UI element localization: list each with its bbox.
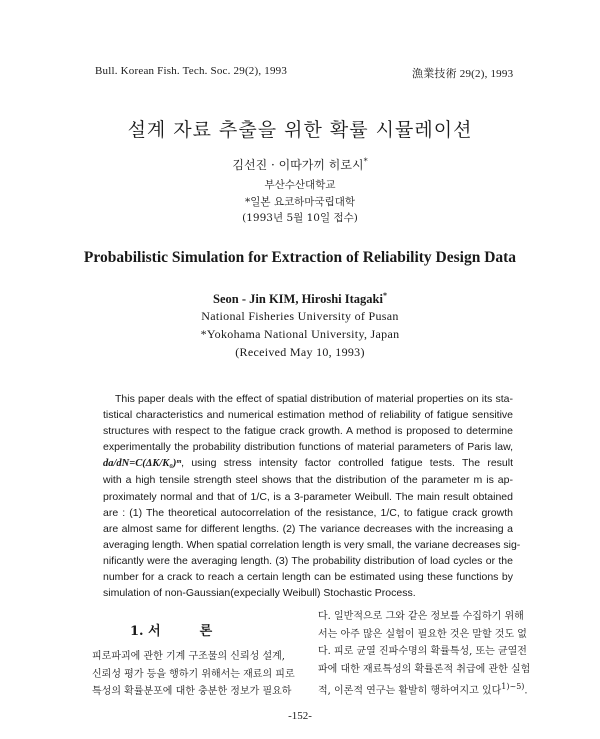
abstract-line: with a high tensile strength steel shows that the distribution of the parameter m is ap- [103, 474, 513, 487]
abstract-line: are : (1) The theoretical autocorrelation of the resistance, 1/C, to fatigue crack growth [103, 506, 513, 519]
body-line: 다. 일반적으로 그와 같은 정보를 수집하기 위해 [318, 611, 524, 622]
korean-authors [0, 156, 600, 173]
body-line: 다. 피로 균열 진파수명의 확률특성, 또는 균열전 [318, 646, 527, 657]
section-heading [130, 620, 290, 639]
body-line: 서는 아주 많은 실험이 필요한 것은 말할 것도 없 [318, 628, 527, 640]
abstract-line-text: , using stress intensity factor controlled fatigue tests. The result [181, 457, 513, 470]
korean-authors-text: 김선진 · 이따가끼 히로시 [232, 158, 364, 172]
paris-law-equation: da/dN=C(ΔK/K₀)ᵐ [103, 458, 182, 470]
english-affiliation-2: *Yokohama National University, Japan [200, 327, 400, 341]
body-line-with-reference [318, 678, 528, 700]
section-number: 1. [130, 624, 144, 639]
journal-header-right: 漁業技術 29(2), 1993 [412, 68, 514, 80]
english-authors [0, 291, 600, 307]
korean-affiliation-2: *일본 요코하마국립대학 [244, 196, 356, 208]
english-authors-text: Seon - Jin KIM, Hiroshi Itagaki [213, 292, 383, 307]
abstract-line: simulation of non-Gaussian(expecially Weibull) Stochastic Process. [103, 587, 416, 600]
abstract-line: This paper deals with the effect of spatial distribution of material properties on its sta- [115, 393, 513, 405]
abstract-line-equation [103, 455, 513, 472]
abstract-line: are almost same for different lengths. (2) The variance decreases with the increasing a [103, 522, 513, 535]
body-line-text: 적, 이론적 연구는 활발히 행하여지고 있다 [318, 685, 502, 697]
english-affiliation-1: National Fisheries University of Pusan [201, 309, 399, 323]
body-right-column [318, 608, 531, 700]
english-authors-mark: * [382, 291, 387, 300]
page-number: -152- [288, 710, 312, 722]
body-line-end: . [524, 685, 528, 697]
section-title: 서 론 [148, 624, 213, 639]
abstract [103, 391, 521, 601]
english-title: Probabilistic Simulation for Extraction of Reliability Design Data [83, 249, 517, 266]
journal-header-left: Bull. Korean Fish. Tech. Soc. 29(2), 1993 [95, 65, 288, 77]
korean-affiliation-1: 부산수산대학교 [264, 179, 336, 191]
abstract-line: averaging length. When spatial correlation length is very small, the variane decreases sig- [103, 538, 521, 551]
body-line: 파에 대한 재료특성의 확률론적 취급에 관한 실험 [318, 663, 531, 675]
abstract-line: proximately normal and that of 1/C, is a 3-parameter Weibull. The main result obtained [103, 490, 513, 503]
korean-received-date: (1993년 5월 10일 접수) [242, 212, 358, 224]
english-received-date: (Received May 10, 1993) [235, 345, 365, 359]
body-line: 신뢰성 평가 등을 행하기 위해서는 재료의 피로 [92, 668, 295, 680]
body-left-column [92, 648, 297, 701]
korean-title: 설계 자료 추출을 위한 확률 시뮬레이션 [127, 119, 473, 141]
citation-reference: 1)~5) [501, 682, 525, 691]
abstract-line: nificantly were the averaging length. (3) The probability distribution of load cycles or the [103, 554, 513, 567]
abstract-line: number for a crack to reach a certain length can be estimated using these functions by [103, 571, 513, 584]
abstract-line: experimentally the probability distribution functions of material parameters of Paris law, [103, 441, 513, 454]
abstract-line: structures with respect to the fatigue crack growth. A method is proposed to determine [103, 425, 513, 438]
body-line: 피로파괴에 관한 기계 구조물의 신뢰성 설계, [92, 651, 285, 662]
abstract-line: tistical characteristics and numerical estimation method of reliability of fatigue sensitive [103, 409, 513, 422]
korean-authors-mark: * [363, 157, 368, 166]
body-line: 특성의 확률분포에 대한 충분한 정보가 필요하 [92, 686, 292, 697]
